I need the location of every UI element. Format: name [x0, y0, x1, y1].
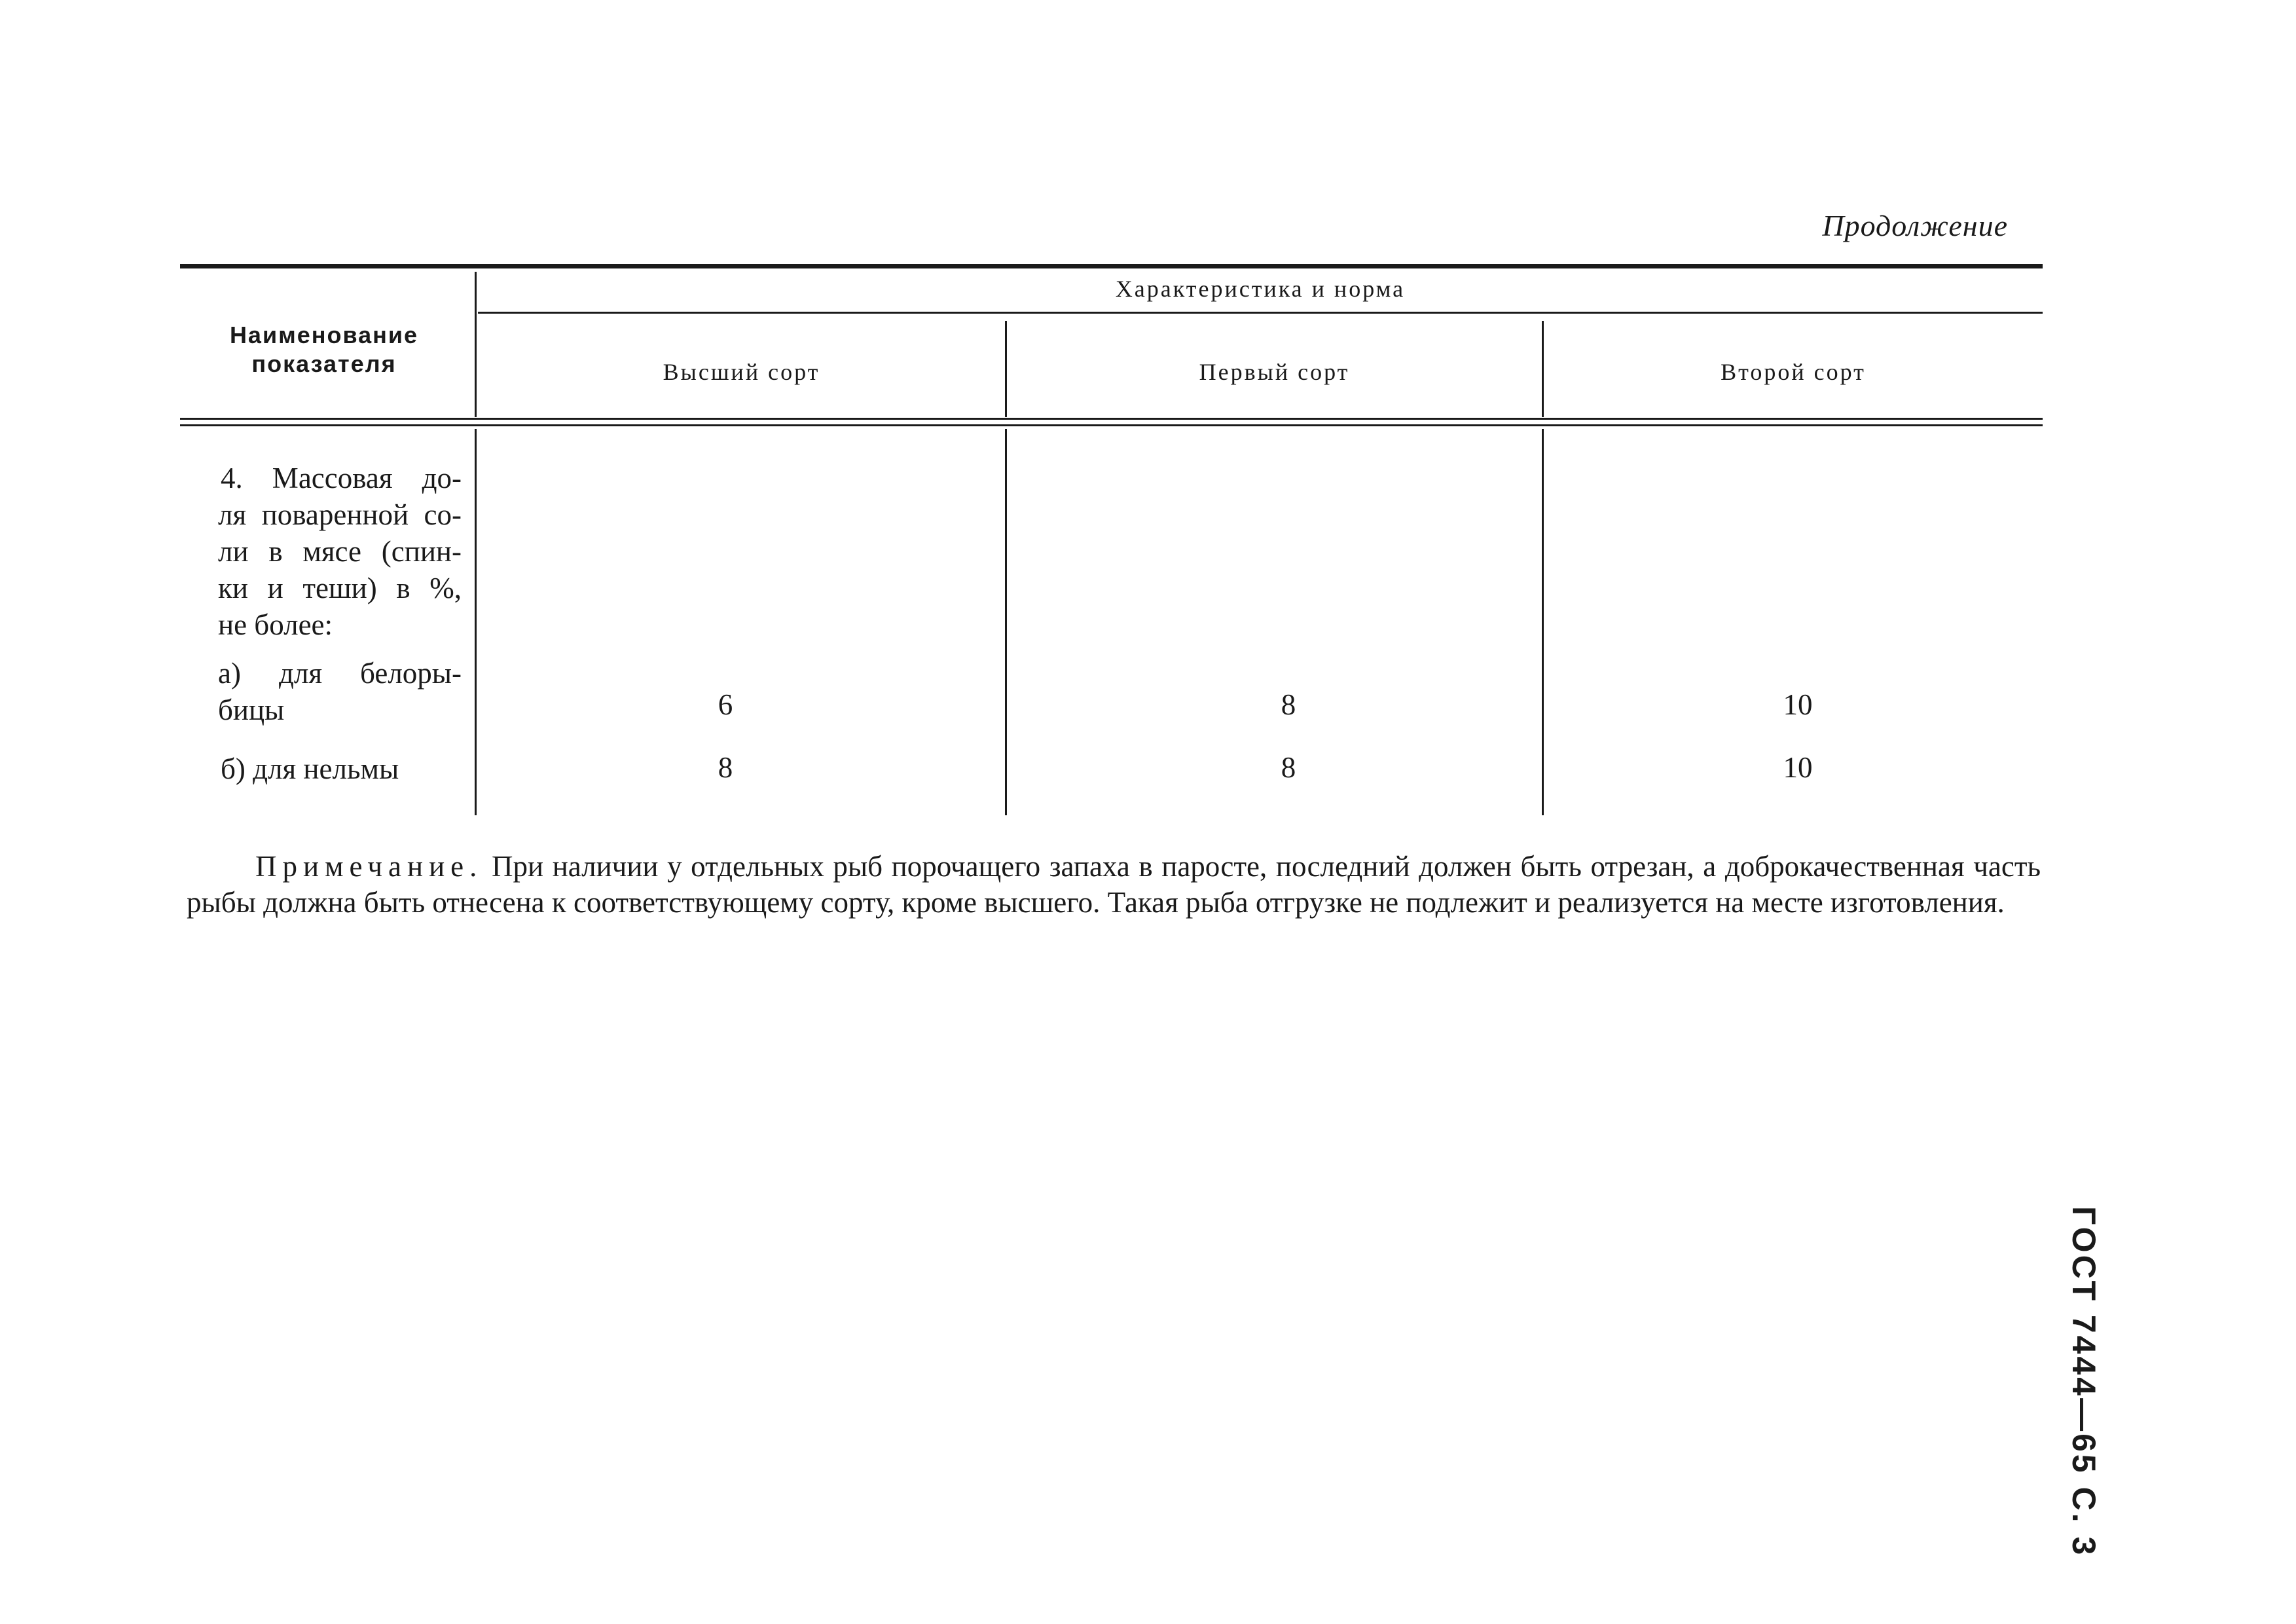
- note-paragraph: [187, 849, 2041, 921]
- item-title-line: ли в мясе (спин-: [218, 535, 462, 568]
- value-second-grade: 10: [1783, 751, 1813, 784]
- grade-header-top: Высший сорт: [663, 359, 820, 385]
- continuation-label: Продолжение: [1822, 209, 2008, 242]
- item-title-line: ля поваренной со-: [218, 498, 462, 531]
- group-header-rule: [478, 312, 2043, 314]
- standard-code: ГОСТ 7444—65 С. 3: [2066, 1206, 2102, 1558]
- row-label-line: б) для нельмы: [221, 752, 399, 785]
- col-divider-1-body: [475, 429, 477, 815]
- header-bottom-rule-1: [180, 418, 2043, 420]
- item-title-line: ки и теши) в %,: [218, 572, 462, 604]
- value-first-grade: 8: [1281, 751, 1296, 784]
- row-label-line: бицы: [218, 693, 285, 726]
- group-header: Характеристика и норма: [1115, 276, 1406, 302]
- indicator-header: Наименование показателя: [229, 322, 419, 377]
- note-label: Примечание.: [255, 850, 483, 883]
- grade-header-second: Второй сорт: [1721, 359, 1866, 385]
- table-row-label: [218, 750, 462, 787]
- value-top-grade: 8: [718, 751, 733, 784]
- grade-header-first: Первый сорт: [1199, 359, 1350, 385]
- col-divider-3-body: [1542, 429, 1544, 815]
- item-title-line: 4. Массовая до-: [221, 462, 462, 494]
- col-divider-2-body: [1005, 429, 1007, 815]
- table-row-label: [218, 655, 462, 728]
- value-top-grade: 6: [718, 688, 733, 721]
- header-bottom-rule-2: [180, 424, 2043, 426]
- col-divider-1-header: [475, 272, 477, 417]
- value-second-grade: 10: [1783, 688, 1813, 721]
- row-label-line: а) для белоры-: [218, 657, 462, 690]
- item-title: [218, 460, 462, 643]
- item-title-line: не более:: [218, 608, 333, 641]
- value-first-grade: 8: [1281, 688, 1296, 721]
- note-text: При наличии у отдельных рыб порочащего запаха в паросте, последний должен быть отрезан, а доброкачественная часть рыбы должна быть отнесена к соответствующему сорту, кроме высшего. Такая рыба отгрузке не подлежит и реализуется на месте изготовления.: [187, 850, 2041, 919]
- table-top-rule: [180, 264, 2043, 268]
